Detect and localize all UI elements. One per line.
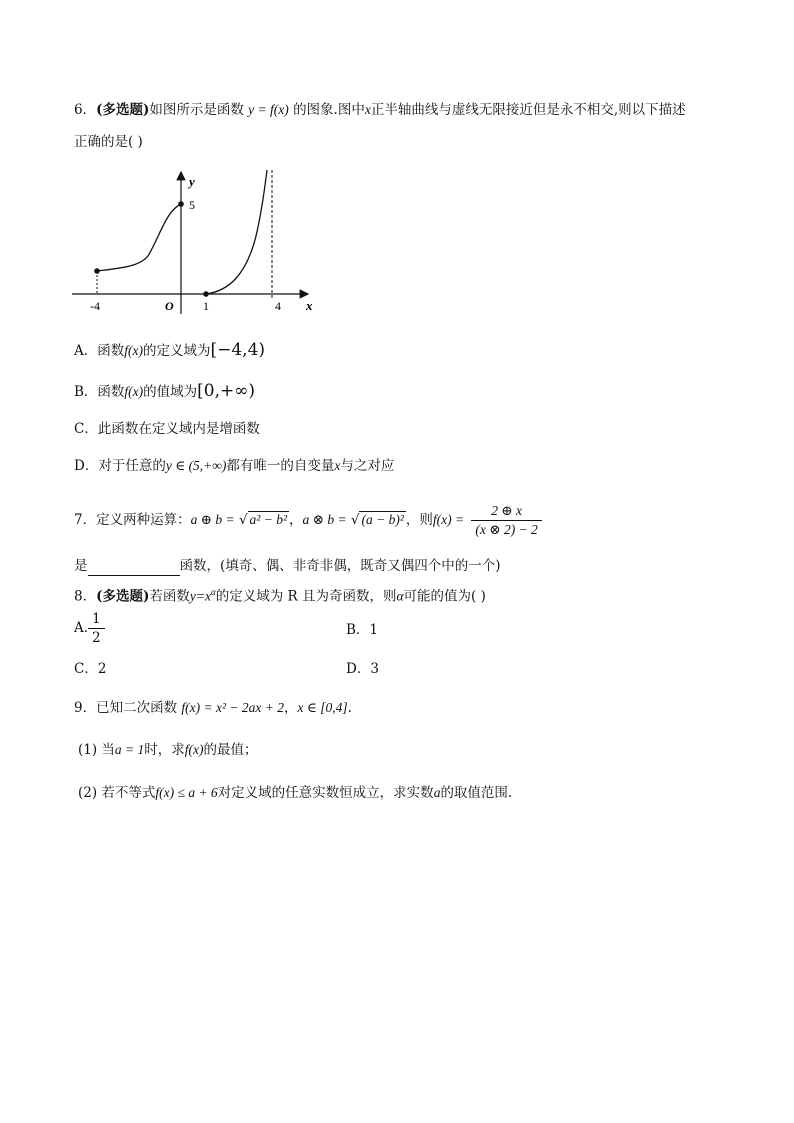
q7-op1: a ⊕ b =	[190, 512, 235, 527]
option-text: 都有唯一的自变量	[226, 458, 335, 474]
q9-sub1-a: (1) 当	[78, 742, 115, 758]
q8-text-b: 的定义域为 R 且为奇函数，则	[215, 588, 397, 605]
q9-sub1-b: 时，求	[144, 742, 185, 758]
q7-op2: a ⊗ b =	[302, 512, 347, 527]
q7-op1-root: a² − b²	[249, 512, 288, 527]
y-axis-label: y	[189, 174, 195, 189]
q6-x-var: x	[364, 102, 371, 117]
point-1-0	[203, 291, 209, 297]
q6-option-c	[74, 419, 260, 439]
q6-number: 6．	[74, 102, 97, 118]
q6-stem-c: 正半轴曲线与虚线无限接近但是永不相交,则以下描述	[370, 102, 686, 118]
option-value: 3	[370, 661, 379, 677]
q8-stem	[74, 582, 486, 607]
q9-end: .	[347, 700, 352, 716]
option-key: A．	[74, 343, 98, 359]
q6-option-d	[74, 456, 394, 476]
q7-number: 7．	[74, 512, 97, 528]
q8-option-a	[74, 610, 108, 647]
q8-option-d	[346, 659, 379, 679]
q9-text-a: 已知二次函数	[96, 700, 178, 716]
option-expr: y ∈ (5,+∞)	[165, 458, 227, 473]
x-axis-label: x	[306, 298, 313, 313]
q9-sub1-f: f(x)	[184, 742, 204, 757]
q7-fraction	[471, 502, 541, 539]
option-value: 1	[369, 622, 379, 638]
q8-text-a: 若函数	[149, 588, 190, 605]
q7-op2-root: (a − b)²	[361, 512, 404, 527]
option-key: A.	[74, 620, 89, 636]
q9-stem	[74, 698, 352, 718]
q7-sep: ，	[289, 512, 303, 528]
point-0-5	[178, 201, 184, 207]
tick-4: 4	[275, 299, 281, 313]
q7-answer-blank[interactable]	[88, 561, 180, 576]
q9-sub1-c: 的最值；	[203, 742, 258, 758]
q8-option-c	[74, 659, 106, 679]
q9-sub2-var: a	[433, 785, 441, 800]
q9-expr: f(x) = x² − 2ax + 2	[181, 700, 284, 715]
option-range: [0,+∞)	[197, 381, 256, 401]
q8-exp: α	[210, 587, 216, 597]
option-var: x	[334, 458, 341, 473]
tick-neg4: -4	[90, 299, 100, 313]
right-curve	[206, 170, 267, 294]
q9-sub1	[78, 740, 258, 760]
q6-formula: y = f(x)	[248, 102, 289, 117]
option-expr: f(x)	[124, 343, 143, 358]
q6-stem-b: 的图象.图中	[293, 102, 365, 118]
q8-alpha: α	[396, 588, 404, 604]
q9-number: 9．	[74, 700, 97, 716]
q6-tag: (多选题)	[96, 102, 150, 118]
origin-label: O	[165, 299, 174, 313]
q9-sub2-a: (2) 若不等式	[78, 785, 156, 801]
q6-stem-line1	[74, 100, 686, 120]
q6-stem-line2: 正确的是( )	[74, 134, 143, 150]
q7-text-b: ，则	[405, 512, 433, 528]
sqrt-sign: √	[238, 512, 248, 528]
q6-stem-a: 如图所示是函数	[149, 102, 244, 118]
option-text: 对于任意的	[98, 458, 166, 474]
q7-frac-den: (x ⊗ 2) − 2	[475, 522, 538, 537]
option-key: C．	[74, 421, 98, 437]
option-key: C．	[74, 661, 98, 677]
q9-domain: x ∈ [0,4]	[297, 700, 348, 715]
frac-num: 1	[88, 610, 105, 629]
q6-option-a	[74, 340, 265, 361]
option-range: [−4,4)	[210, 340, 266, 360]
q7-frac-num: 2 ⊕ x	[471, 502, 541, 521]
option-key: B．	[346, 622, 370, 638]
q9-sub2-b: 对定义域的任意实数恒成立，求实数	[217, 785, 434, 801]
q6-option-b	[74, 381, 255, 402]
option-text: 函数	[97, 384, 125, 400]
q9-sub1-expr: a = 1	[114, 742, 145, 757]
q7-fx: f(x) =	[432, 512, 465, 527]
option-text: 的定义域为	[142, 343, 211, 359]
frac-den: 2	[92, 630, 101, 646]
q9-sub2-expr: f(x) ≤ a + 6	[155, 785, 218, 800]
point-neg4	[94, 268, 100, 274]
option-fraction	[88, 610, 105, 647]
tick-1: 1	[203, 299, 209, 313]
q8-number: 8．	[74, 588, 97, 605]
q8-option-b	[346, 620, 378, 640]
option-text: 的值域为	[143, 384, 198, 400]
q8-tag: (多选题)	[96, 588, 150, 605]
option-text: 与之对应	[340, 458, 395, 474]
q7-line2-a: 是	[74, 558, 88, 574]
tick-5: 5	[189, 198, 195, 212]
option-text: 函数	[97, 343, 125, 359]
option-expr: f(x)	[124, 384, 144, 399]
q8-text-c: 可能的值为( )	[403, 588, 486, 605]
q9-sub2	[78, 783, 512, 803]
q8-expr: y=x	[189, 588, 211, 604]
sqrt-sign: √	[350, 512, 360, 528]
option-key: D．	[346, 661, 371, 677]
option-value: 2	[97, 661, 107, 677]
option-key: B．	[74, 384, 98, 400]
q7-stem	[74, 502, 545, 539]
left-curve	[97, 204, 181, 271]
q7-line2	[74, 556, 501, 576]
option-key: D．	[74, 458, 99, 474]
q7-line2-b: 函数，(填奇、偶、非奇非偶，既奇又偶四个中的一个)	[179, 558, 501, 574]
q9-sep: ，	[284, 700, 298, 716]
q9-sub2-c: 的取值范围.	[440, 785, 513, 801]
q6-function-graph	[68, 166, 328, 316]
option-text: 此函数在定义域内是增函数	[97, 421, 260, 437]
q7-text-a: 定义两种运算：	[96, 512, 191, 528]
